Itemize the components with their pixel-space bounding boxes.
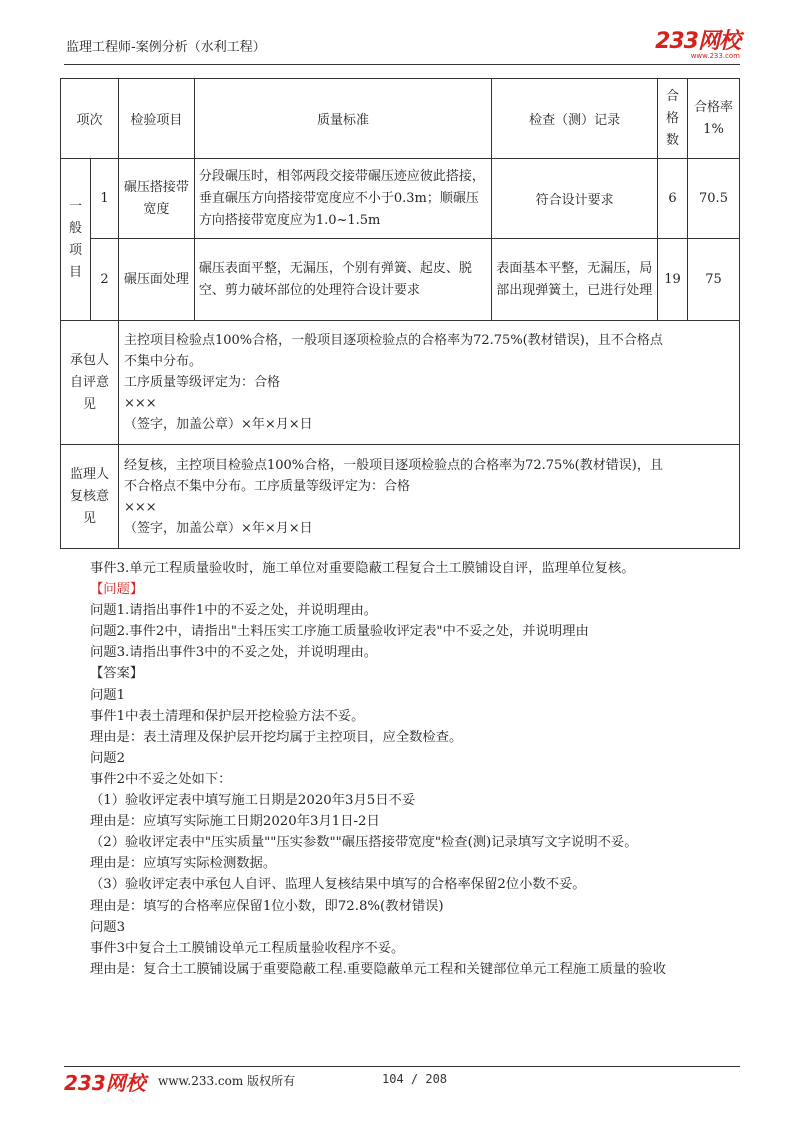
table-row [61,159,740,239]
answer-line: 理由是：表土清理及保护层开挖均属于主控项目，应全数检查。 [90,729,463,745]
answer-heading: 【答案】 [90,666,144,682]
answer-line: （2）验收评定表中"压实质量""压实参数""碾压搭接带宽度"检查(测)记录填写文字说明不妥。 [90,835,638,851]
row-rate: 70.5 [687,159,739,239]
footer-logo: 233网校 [64,1071,146,1095]
row-standard: 分段碾压时，相邻两段交接带碾压迹应彼此搭接，垂直碾压方向搭接带宽度应不小于0.3m；顺碾压方向搭接带宽度应为1.0~1.5m [194,159,491,239]
contractor-label: 承包人自评意见 [61,321,119,445]
row-check-item: 碾压面处理 [118,239,194,321]
answer-line: 事件1中表土清理和保护层开挖检验方法不妥。 [90,708,365,724]
answer-line: 理由是：应填写实际检测数据。 [90,856,277,872]
row-no: 1 [90,159,118,239]
supervisor-row [61,445,740,549]
page-header [64,30,740,65]
header-item: 项次 [61,79,119,159]
header-rate: 合格率1% [687,79,739,159]
supervisor-signature: ××× [123,499,157,515]
header-qualified: 合格数 [658,79,688,159]
question-heading: 【问题】 [90,582,144,598]
contractor-date: （签字，加盖公章）×年×月×日 [123,417,313,432]
inspection-table [60,78,740,549]
group-label: 一般项目 [61,159,91,321]
row-no: 2 [90,239,118,321]
case-body [90,558,750,980]
contractor-signature: ××× [123,396,157,411]
answer-line: 事件2中不妥之处如下： [90,771,232,787]
table-row [61,239,740,321]
answer-3-title: 问题3 [90,919,126,935]
doc-title: 监理工程师-案例分析（水利工程） [66,40,266,55]
row-record: 表面基本平整，无漏压，局部出现弹簧土，已进行处理 [492,239,658,321]
event-3: 事件3.单元工程质量验收时，施工单位对重要隐蔽工程复合土工膜铺设自评，监理单位复核。 [90,561,635,576]
footer-copyright: www.233.com 版权所有 [158,1074,296,1088]
question-3: 问题3.请指出事件3中的不妥之处，并说明理由。 [90,645,378,661]
answer-line: 理由是：填写的合格率应保留1位小数，即72.8%(教材错误) [90,898,444,914]
row-record: 符合设计要求 [492,159,658,239]
row-standard: 碾压表面平整，无漏压，个别有弹簧、起皮、脱空、剪力破坏部位的处理符合设计要求 [194,239,491,321]
supervisor-line: 经复核，主控项目检验点100%合格，一般项目逐项检验点的合格率为72.75%(教材错误)，且 [123,457,663,473]
header-record: 检查（测）记录 [492,79,658,159]
brand-logo-url: www.233.com [690,52,740,60]
table-header-row [61,79,740,159]
answer-line: （1）验收评定表中填写施工日期是2020年3月5日不妥 [90,793,416,809]
header-check-item: 检验项目 [118,79,194,159]
contractor-line: 工序质量等级评定为：合格 [123,375,280,390]
header-standard: 质量标准 [194,79,491,159]
row-check-item: 碾压搭接带宽度 [118,159,194,239]
page-footer [64,1066,740,1093]
answer-line: 事件3中复合土工膜铺设单元工程质量验收程序不妥。 [90,940,405,956]
answer-1-title: 问题1 [90,687,126,703]
contractor-row [61,321,740,445]
contractor-line: 不集中分布。 [123,354,202,369]
answer-line: （3）验收评定表中承包人自评、监理人复核结果中填写的合格率保留2位小数不妥。 [90,877,586,893]
row-rate: 75 [687,239,739,321]
supervisor-label: 监理人复核意见 [61,445,119,549]
contractor-line: 主控项目检验点100%合格，一般项目逐项检验点的合格率为72.75%(教材错误)，且不合格点 [123,333,663,348]
page-number: 104 / 208 [382,1072,448,1086]
answer-line: 理由是：应填写实际施工日期2020年3月1日-2日 [90,814,380,830]
row-qualified: 6 [658,159,688,239]
brand-logo-text: 233网校 [655,29,740,54]
answer-2-title: 问题2 [90,750,126,766]
supervisor-opinion [118,445,739,549]
supervisor-date: （签字，加盖公章）×年×月×日 [123,520,313,536]
question-1: 问题1.请指出事件1中的不妥之处，并说明理由。 [90,603,378,619]
row-qualified: 19 [658,239,688,321]
supervisor-line: 不合格点不集中分布。工序质量等级评定为：合格 [123,478,410,494]
answer-line: 理由是：复合土工膜铺设属于重要隐蔽工程.重要隐蔽单元工程和关键部位单元工程施工质量的验收 [90,961,666,977]
contractor-opinion [118,321,739,445]
question-2: 问题2.事件2中，请指出"土料压实工序施工质量验收评定表"中不妥之处，并说明理由 [90,624,589,640]
brand-logo [655,24,740,60]
